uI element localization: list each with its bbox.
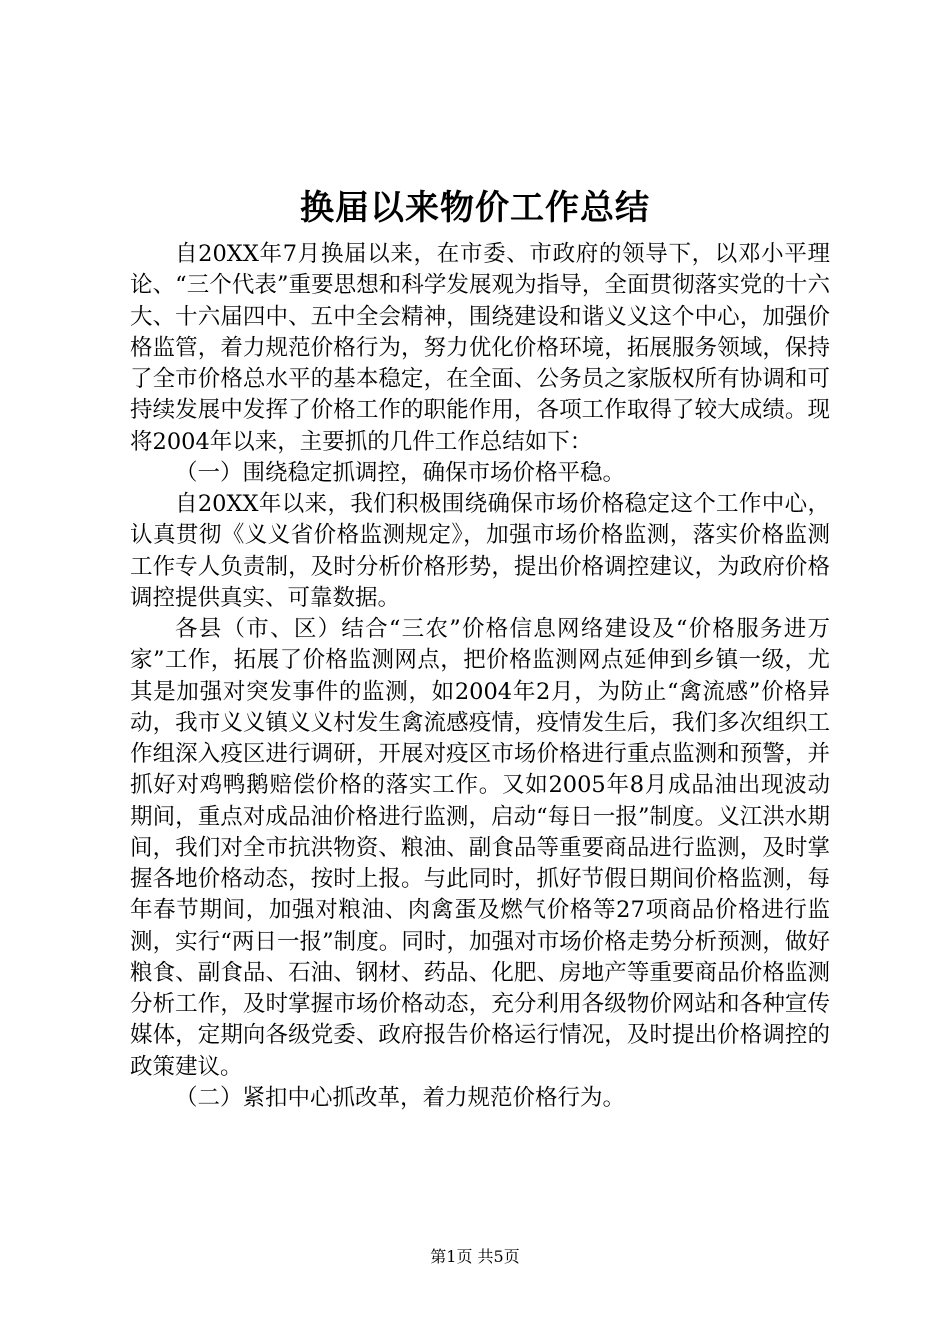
paragraph-monitoring-network: 各县（市、区）结合“三农”价格信息网络建设及“价格服务进万家”工作，拓展了价格监测网点，把价格监测网点延伸到乡镇一级，尤其是加强对突发事件的监测，如2004年2月，为防止“禽流感”价格异动，我市义义镇义义村发生禽流感疫情，疫情发生后，我们多次组织工作组深入疫区进行调研，开展对疫区市场价格进行重点监测和预警，并抓好对鸡鸭鹅赔偿价格的落实工作。又如2005年8月成品油出现波动期间，重点对成品油价格进行监测，启动“每日一报”制度。义江洪水期间，我们对全市抗洪物资、粮油、副食品等重要商品进行监测，及时掌握各地价格动态，按时上报。与此同时，抓好节假日期间价格监测，每年春节期间，加强对粮油、肉禽蛋及燃气价格等27项商品价格进行监测，实行“两日一报”制度。同时，加强对市场价格走势分析预测，做好粮食、副食品、石油、钢材、药品、化肥、房地产等重要商品价格监测分析工作，及时掌握市场价格动态，充分利用各级物价网站和各种宣传媒体，定期向各级党委、政府报告价格运行情况，及时提出价格调控的政策建议。 (130, 616, 830, 1080)
document-title: 换届以来物价工作总结 (300, 188, 650, 228)
page-number-footer: 第1页 共5页 (430, 1247, 520, 1266)
paragraph-price-monitoring: 自20XX年以来，我们积极围绕确保市场价格稳定这个工作中心，认真贯彻《义义省价格监测规定》，加强市场价格监测，落实价格监测工作专人负责制，及时分析价格形势，提出价格调控建议，为政府价格调控提供真实、可靠数据。 (130, 491, 830, 611)
document-body (130, 239, 830, 1114)
paragraph-intro: 自20XX年7月换届以来，在市委、市政府的领导下，以邓小平理论、“三个代表”重要思想和科学发展观为指导，全面贯彻落实党的十六大、十六届四中、五中全会精神，围绕建设和谐义义这个中心，加强价格监管，着力规范价格行为，努力优化价格环境，拓展服务领域，保持了全市价格总水平的基本稳定，在全面、公务员之家版权所有协调和可持续发展中发挥了价格工作的职能作用，各项工作取得了较大成绩。现将2004年以来，主要抓的几件工作总结如下： (130, 241, 830, 455)
section-heading-1: （一）围绕稳定抓调控，确保市场价格平稳。 (175, 459, 626, 486)
section-heading-2: （二）紧扣中心抓改革，着力规范价格行为。 (175, 1084, 626, 1111)
